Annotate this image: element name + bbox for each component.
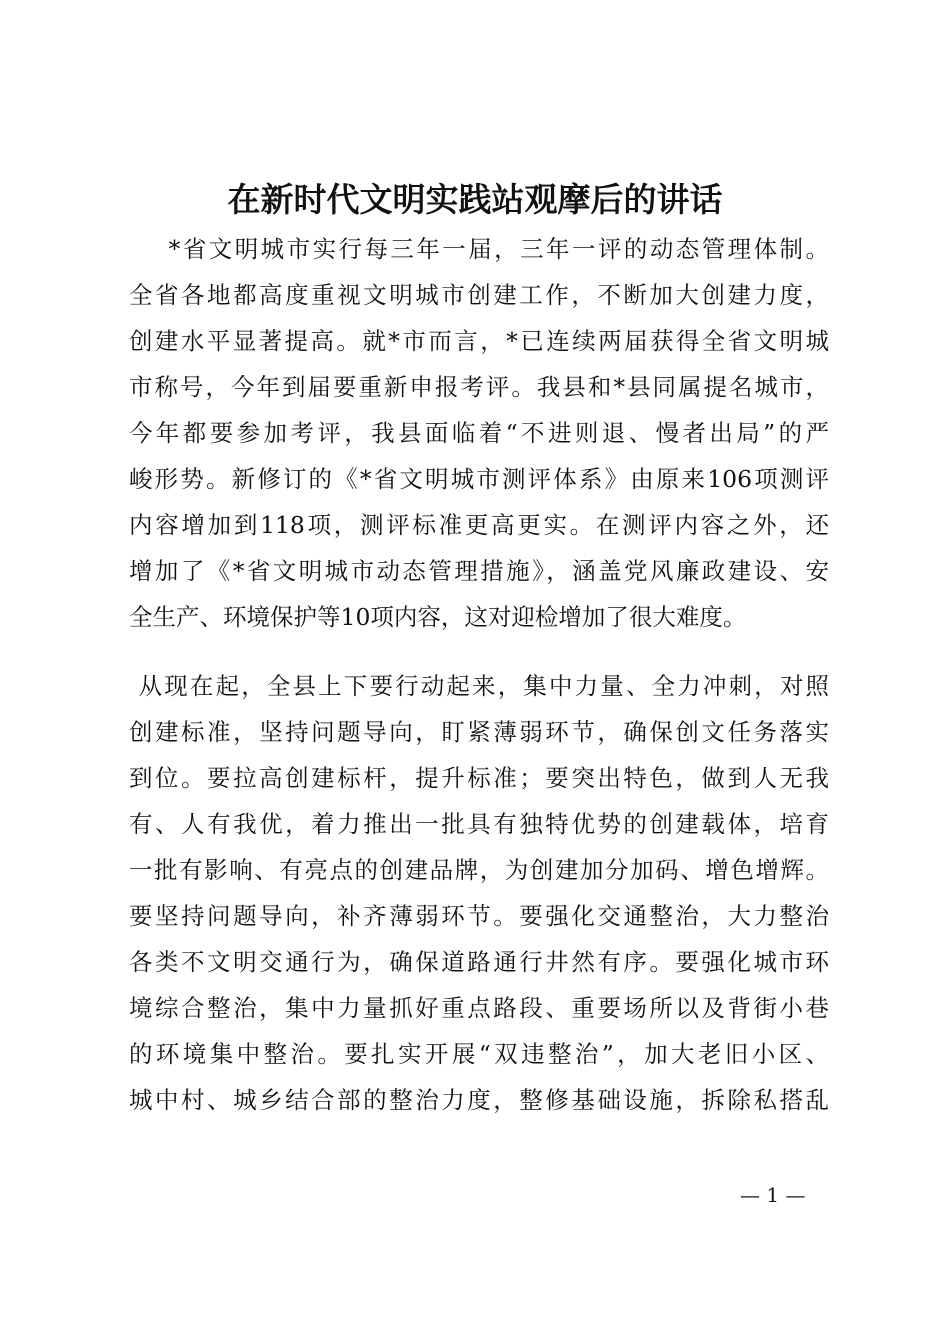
text-line: 全省各地都高度重视文明城市创建工作，不断加大创建力度， — [129, 281, 829, 309]
text-line: *省文明城市实行每三年一届，三年一评的动态管理体制。 — [129, 235, 829, 263]
text-line: 创建标准，坚持问题导向，盯紧薄弱环节，确保创文任务落实 — [129, 718, 829, 746]
text-line: 城中村、城乡结合部的整治力度，整修基础设施，拆除私搭乱 — [129, 1086, 829, 1114]
text-line: 市称号，今年到届要重新申报考评。我县和*县同属提名城市， — [129, 373, 829, 401]
text-line: 到位。要拉高创建标杆，提升标准；要突出特色，做到人无我 — [129, 764, 829, 792]
text-line: 增加了《*省文明城市动态管理措施》，涵盖党风廉政建设、安 — [129, 557, 829, 585]
text-line: 内容增加到118项，测评标准更高更实。在测评内容之外，还 — [129, 511, 829, 539]
text-line: 今年都要参加考评，我县面临着“不进则退、慢者出局”的严 — [129, 419, 829, 447]
paragraph-1 — [129, 226, 829, 640]
text-line: 全生产、环境保护等10项内容，这对迎检增加了很大难度。 — [129, 603, 747, 631]
text-line: 创建水平显著提高。就*市而言，*已连续两届获得全省文明城 — [129, 327, 829, 355]
text-line: 有、人有我优，着力推出一批具有独特优势的创建载体，培育 — [129, 810, 829, 838]
document-title: 在新时代文明实践站观摩后的讲话 — [227, 180, 723, 219]
paragraph-2 — [129, 663, 829, 1123]
text-line: 峻形势。新修订的《*省文明城市测评体系》由原来106项测评 — [129, 465, 829, 493]
text-line: 各类不文明交通行为，确保道路通行井然有序。要强化城市环 — [129, 948, 829, 976]
text-line: 要坚持问题导向，补齐薄弱环节。要强化交通整治，大力整治 — [129, 902, 829, 930]
text-line: 从现在起，全县上下要行动起来，集中力量、全力冲刺，对照 — [129, 672, 829, 700]
text-line: 一批有影响、有亮点的创建品牌，为创建加分加码、增色增辉。 — [129, 856, 829, 884]
text-line: 境综合整治，集中力量抓好重点路段、重要场所以及背街小巷 — [129, 994, 829, 1022]
text-line: 的环境集中整治。要扎实开展“双违整治”，加大老旧小区、 — [129, 1040, 829, 1068]
page-number: — 1 — — [740, 1183, 806, 1207]
